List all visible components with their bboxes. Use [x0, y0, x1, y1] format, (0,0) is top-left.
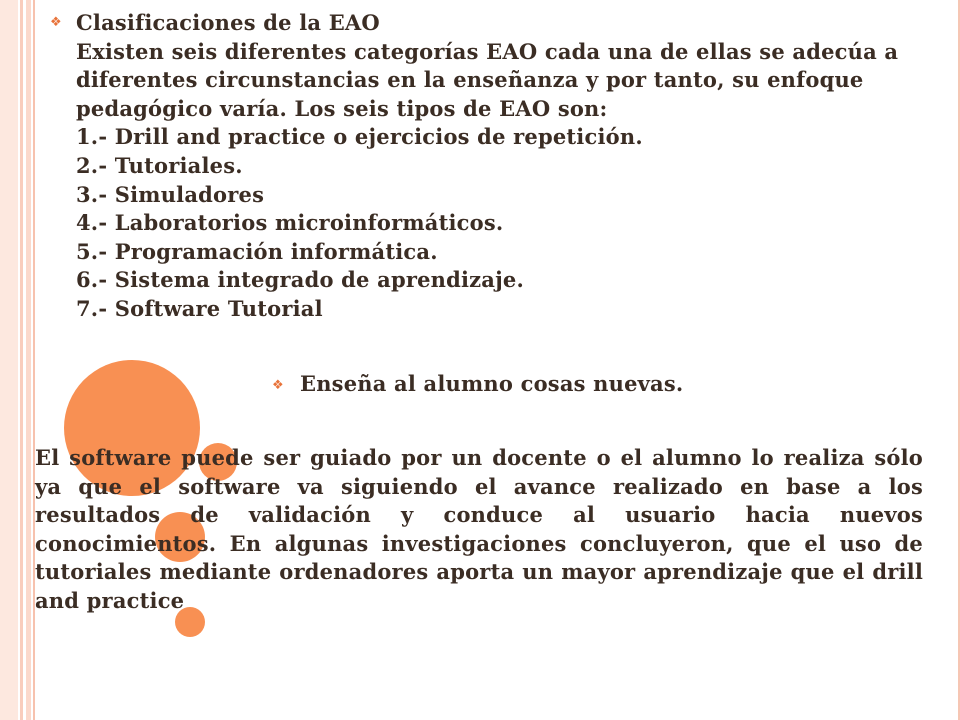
highlight-text: Enseña al alumno cosas nuevas. — [300, 371, 684, 396]
intro-line: diferentes circunstancias en la enseñanza y por tanto, su enfoque — [76, 67, 864, 93]
list-item: 2.- Tutoriales. — [76, 152, 243, 178]
list-item: 3.- Simuladores — [76, 181, 265, 207]
decor-stripe — [20, 0, 23, 720]
list-item: 4.- Laboratorios microinformáticos. — [76, 210, 504, 236]
intro-line: pedagógico varía. Los seis tipos de EAO son: — [76, 95, 608, 121]
intro-line: Existen seis diferentes categorías EAO cada una de ellas se adecúa a — [76, 38, 899, 64]
decor-stripe — [0, 0, 18, 720]
list-item: 5.- Programación informática. — [76, 238, 438, 264]
list-item: 7.- Software Tutorial — [76, 295, 323, 321]
section-heading: Clasificaciones de la EAO — [76, 10, 380, 35]
decor-stripe — [26, 0, 31, 720]
list-item: 6.- Sistema integrado de aprendizaje. — [76, 267, 524, 293]
body-paragraph: El software puede ser guiado por un docente o el alumno lo realiza sólo ya que el software va siguiendo el avance realizado en base a los resultados de validación y conduce al usuario hacia nuevos conocimientos. En algunas investigaciones concluyeron, que el uso de tutoriales mediante ordenadores aporta un mayor aprendizaje que el drill and practice — [35, 445, 923, 613]
diamond-bullet-icon: ❖ — [50, 15, 62, 30]
diamond-bullet-icon: ❖ — [272, 378, 284, 393]
classification-section — [76, 9, 936, 324]
list-item: 1.- Drill and practice o ejercicios de repetición. — [76, 124, 643, 150]
